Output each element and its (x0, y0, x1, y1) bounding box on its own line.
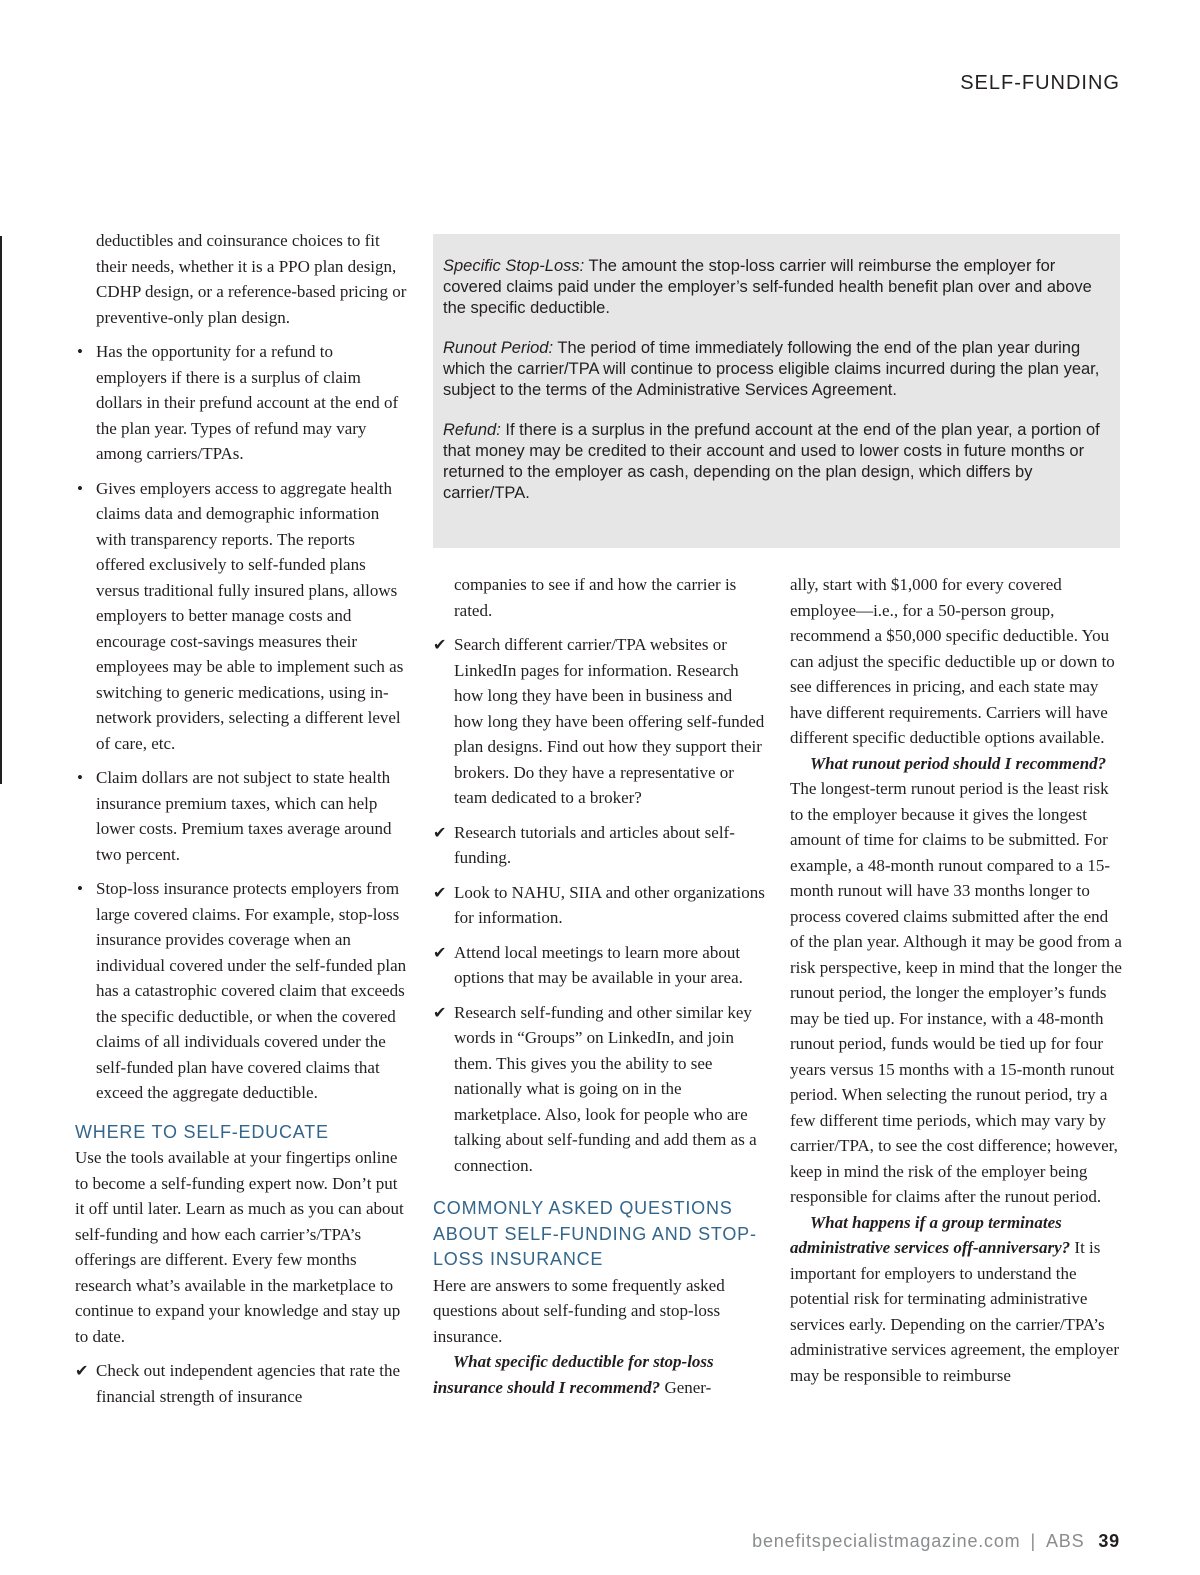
checkmark-icon: ✔ (433, 1002, 447, 1022)
body-paragraph: Here are answers to some frequently asked questions about self-funding and stop-loss insurance. (433, 1275, 725, 1346)
column-3 (790, 572, 1122, 1388)
page-footer (752, 1531, 1120, 1552)
body-paragraph: Use the tools available at your fingertips online to become a self-funding expert now. Don’t put it off until later. Learn as much as you can about self-funding and how each carrier’s/TPA’s offerings are different. Every few months research what’s available in the marketplace to continue to expand your knowledge and stay up to date. (75, 1148, 404, 1346)
glossary-definition: If there is a surplus in the prefund account at the end of the plan year, a portion of that money may be credited to their account and used to lower costs in future months or returned to the employer as cash, depending on the plan design, which differs by carrier/TPA. (443, 421, 1100, 502)
paragraph-continued: deductibles and coinsurance choices to fit their needs, whether it is a PPO plan design, CDHP design, or a reference-based pricing or preventive-only plan design. (96, 231, 407, 327)
glossary-term: Refund: (443, 421, 501, 439)
glossary-term: Runout Period: (443, 339, 554, 357)
answer: It is important for employers to understand the potential risk for terminating administrative services early. Depending on the carrier/TPA’s administrative services agreement, the employer may be responsible to reimburse (790, 1238, 1120, 1385)
check-item: ✔ Research self-funding and other similar key words in “Groups” on LinkedIn, and join them. This gives you the ability to see nationally what is going on in the marketplace. Also, look for people who are talking about self-funding and add them as a connection. (433, 1000, 765, 1179)
magazine-name: ABS (1045, 1531, 1085, 1551)
question-paragraph (790, 751, 1122, 1210)
glossary-entry (443, 338, 1110, 401)
check-item-continued: companies to see if and how the carrier is rated. (454, 575, 737, 620)
check-item: ✔ Attend local meetings to learn more about options that may be available in your area. (433, 940, 765, 991)
glossary-definition: The period of time immediately following the end of the plan year during which the carrier/TPA will continue to process eligible claims incurred during the plan year, subject to the terms of the Administrative Services Agreement. (443, 339, 1100, 399)
bullet-item: • Stop-loss insurance protects employers from large covered claims. For example, stop-loss insurance provides coverage when an individual covered under the self-funded plan has a catastrophic covered claim that exceeds the specific deductible, or when the covered claims of all individuals covered under the self-funded plan have covered claims that exceed the aggregate deductible. (75, 876, 407, 1106)
checkmark-icon: ✔ (75, 1361, 89, 1380)
question: What happens if a group terminates administrative services off-anniversary? (790, 1212, 1071, 1257)
website: benefitspecialistmagazine.com (752, 1531, 1021, 1551)
answer: The longest-term runout period is the least risk to the employer because it gives the longest amount of time for claims to be submitted. For example, a 48-month runout compared to a 15-month runout will have 33 months longer to process covered claims submitted after the end of the plan year. Although it may be good from a risk perspective, keep in mind that the longer the runout period, the longer the employer’s funds may be tied up. For instance, with a 48-month runout period, funds would be tied up for four years versus 15 months with a 15-month runout period. When selecting the runout period, try a few different time periods, which may vary by carrier/TPA, to see the cost difference; however, keep in mind the risk of the employer being responsible for claims after the runout period. (790, 779, 1122, 1206)
checkmark-icon: ✔ (433, 942, 447, 962)
question-paragraph (790, 1210, 1122, 1389)
section-heading: COMMONLY ASKED QUESTIONS ABOUT SELF-FUNDING AND STOP-LOSS INSURANCE (433, 1198, 757, 1269)
answer-continued: ally, start with $1,000 for every covered employee—i.e., for a 50-person group, recommend a $50,000 specific deductible. You can adjust the specific deductible up or down to see differences in pricing, and each state may have different requirements. Carriers will have different specific deductible options available. (790, 575, 1115, 747)
question: What runout period should I recommend? (810, 753, 1107, 773)
section-heading: WHERE TO SELF-EDUCATE (75, 1121, 329, 1142)
question-paragraph (433, 1349, 765, 1400)
section-header: SELF-FUNDING (960, 72, 1120, 94)
checkmark-icon: ✔ (433, 822, 447, 842)
column-1 (75, 228, 407, 1409)
bullet-item: • Claim dollars are not subject to state health insurance premium taxes, which can help lower costs. Premium taxes average around two percent. (75, 765, 407, 867)
answer-start: Gener- (660, 1377, 712, 1397)
glossary-definition: The amount the stop-loss carrier will reimburse the employer for covered claims paid under the employer’s self-funded health benefit plan over and above the specific deductible. (443, 257, 1092, 317)
checkmark-icon: ✔ (433, 635, 447, 654)
check-item: ✔ Search different carrier/TPA websites or LinkedIn pages for information. Research how long they have been in business and how long they have been offering self-funded plan designs. Find out how they support their brokers. Do they have a representative or team dedicated to a broker? (433, 632, 765, 811)
bullet-item: • Has the opportunity for a refund to employers if there is a surplus of claim dollars in their prefund account at the end of the plan year. Types of refund may vary among carriers/TPAs. (75, 339, 407, 467)
column-2 (433, 572, 765, 1400)
footer-separator: | (1030, 1531, 1036, 1551)
question: What specific deductible for stop-loss insurance should I recommend? (433, 1352, 714, 1397)
check-item: ✔ Check out independent agencies that rate the financial strength of insurance (75, 1358, 407, 1409)
checkmark-icon: ✔ (433, 882, 447, 902)
bullet-item: • Gives employers access to aggregate health claims data and demographic information with transparency reports. The reports offered exclusively to self-funded plans versus traditional fully insured plans, allows employers to better manage costs and encourage cost-savings measures their employees may be able to implement such as switching to generic medications, using in-network providers, selecting a different level of care, etc. (75, 476, 407, 757)
glossary-box (433, 234, 1120, 548)
margin-rule (0, 236, 2, 784)
page-number: 39 (1098, 1531, 1120, 1551)
glossary-entry (443, 420, 1110, 504)
glossary-entry (443, 256, 1110, 319)
check-item: ✔ Research tutorials and articles about self-funding. (433, 820, 765, 871)
check-item: ✔ Look to NAHU, SIIA and other organizations for information. (433, 880, 765, 931)
glossary-term: Specific Stop-Loss: (443, 257, 585, 275)
